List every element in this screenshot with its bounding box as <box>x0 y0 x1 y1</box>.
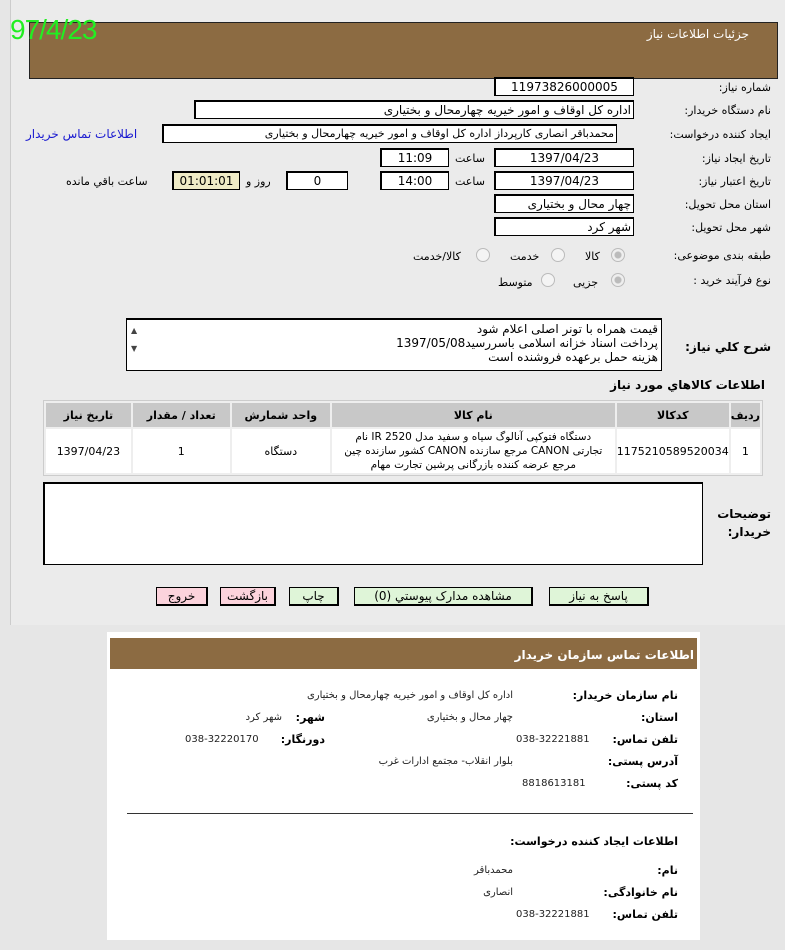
cell-index: 1 <box>731 429 760 473</box>
days-field[interactable]: 0 <box>286 171 348 190</box>
buyer-org-field[interactable]: اداره کل اوقاف و امور خیریه چهارمحال و بختیاری <box>194 100 634 119</box>
phone-label: تلفن تماس: <box>612 733 678 746</box>
process-radio-minor[interactable] <box>611 273 625 287</box>
validity-hour-label: ساعت <box>455 175 485 188</box>
phone-value: 038-32221881 <box>516 734 590 745</box>
category-option-both: کالا/خدمت <box>413 250 461 263</box>
province-value: چهار محال و بختیاری <box>426 712 513 723</box>
page-title: جزئیات اطلاعات نیاز <box>646 27 749 41</box>
validity-time-field[interactable]: 14:00 <box>380 171 449 190</box>
validity-date-field[interactable]: 1397/04/23 <box>494 171 634 190</box>
need-number-label: شماره نیاز: <box>718 81 771 94</box>
cell-qty: 1 <box>133 429 230 473</box>
category-label: طبقه بندی موضوعی: <box>673 249 771 262</box>
description-line: قیمت همراه با تونر اصلی اعلام شود <box>476 322 658 336</box>
cell-unit: دستگاه <box>232 429 330 473</box>
description-line: پرداخت اسناد خزانه اسلامی باسررسید1397/05/08 <box>396 336 658 350</box>
table-row <box>46 429 760 473</box>
validity-label: تاریخ اعتبار نیاز: <box>698 175 771 188</box>
province-label: استان محل تحویل: <box>684 198 771 211</box>
description-line: هزینه حمل برعهده فروشنده است <box>488 350 658 364</box>
address-label: آدرس پستی: <box>607 755 678 768</box>
creator-label: ایجاد کننده درخواست: <box>669 128 771 141</box>
need-number-field[interactable]: 11973826000005 <box>494 77 634 96</box>
view-attachments-button[interactable]: مشاهده مدارک پیوستي (0) <box>354 587 533 606</box>
category-radio-goods[interactable] <box>611 248 625 262</box>
date-stamp: 97/4/23 <box>10 14 97 45</box>
created-date-field[interactable]: 1397/04/23 <box>494 148 634 167</box>
creator-phone-value: 038-32221881 <box>516 909 590 920</box>
name-value: محمدباقر <box>474 865 513 876</box>
creator-field[interactable]: محمدباقر انصاری کارپرداز اداره کل اوقاف و امور خیریه چهارمحال و بختیاری <box>162 124 617 143</box>
goods-table <box>43 400 763 476</box>
family-value: انصاری <box>483 887 513 898</box>
cell-name: دستگاه فتوکپی آنالوگ سیاه و سفید مدل IR 2520 نام تجارتی CANON مرجع سازنده CANON کشور سازنده چین مرجع عرضه کننده بازرگانی پرشین تجارت مهام <box>332 429 615 473</box>
created-time-field[interactable]: 11:09 <box>380 148 449 167</box>
process-label: نوع فرآیند خرید : <box>693 274 771 287</box>
org-value: اداره کل اوقاف و امور خیریه چهارمحال و بختیاری <box>306 690 513 701</box>
buyer-notes-label: توضیحات خریدار: <box>717 507 771 539</box>
name-label: نام: <box>657 864 678 877</box>
category-radio-both[interactable] <box>476 248 490 262</box>
fax-value: 038-32220170 <box>185 734 259 745</box>
org-label: نام سازمان خریدار: <box>572 689 678 702</box>
province-field[interactable]: چهار محال و بختیاری <box>494 194 634 213</box>
col-code: کدکالا <box>617 403 729 427</box>
process-option-minor: جزیی <box>573 276 599 289</box>
postal-value: 8818613181 <box>522 778 586 789</box>
category-option-goods: کالا <box>585 250 600 263</box>
city-value: شهر کرد <box>245 712 282 723</box>
buyer-notes-textarea[interactable] <box>43 482 703 565</box>
postal-label: کد پستی: <box>626 777 678 790</box>
province-label: استان: <box>641 711 678 724</box>
description-textarea[interactable] <box>126 318 662 371</box>
created-hour-label: ساعت <box>455 152 485 165</box>
print-button[interactable]: چاپ <box>289 587 339 606</box>
col-index: رديف <box>731 403 760 427</box>
col-name: نام کالا <box>332 403 615 427</box>
category-radio-service[interactable] <box>551 248 565 262</box>
col-unit: واحد شمارش <box>232 403 330 427</box>
reply-button[interactable]: پاسخ به نیاز <box>549 587 649 606</box>
contact-title: اطلاعات تماس سازمان خریدار <box>514 648 694 662</box>
created-label: تاریخ ایجاد نیاز: <box>701 152 771 165</box>
creator-phone-label: تلفن تماس: <box>612 908 678 921</box>
divider <box>127 813 693 814</box>
description-label: شرح کلي نياز: <box>685 340 771 354</box>
exit-button[interactable]: خروج <box>156 587 208 606</box>
cell-date: 1397/04/23 <box>46 429 131 473</box>
buyer-contact-link[interactable]: اطلاعات تماس خریدار <box>26 127 138 141</box>
back-button[interactable]: بازگشت <box>220 587 276 606</box>
remaining-label: ساعت باقي مانده <box>66 175 148 188</box>
goods-heading: اطلاعات کالاهاي مورد نياز <box>610 378 765 392</box>
remaining-time-field: 01:01:01 <box>172 171 240 190</box>
process-option-medium: متوسط <box>498 276 533 289</box>
city-label: شهر محل تحویل: <box>691 221 771 234</box>
process-radio-medium[interactable] <box>541 273 555 287</box>
buyer-org-label: نام دستگاه خریدار: <box>684 104 771 117</box>
fax-label: دورنگار: <box>280 733 325 746</box>
days-label: روز و <box>246 175 271 188</box>
category-option-service: خدمت <box>510 250 540 263</box>
col-qty: تعداد / مقدار <box>133 403 230 427</box>
family-label: نام خانوادگی: <box>603 886 678 899</box>
city-field[interactable]: شهر کرد <box>494 217 634 236</box>
creator-heading: اطلاعات ایجاد کننده درخواست: <box>510 835 678 848</box>
scrollbar[interactable]: ▲ ▼ <box>131 326 138 353</box>
address-value: بلوار انقلاب- مجتمع ادارات غرب <box>378 756 513 767</box>
city-label: شهر: <box>295 711 325 724</box>
table-header-row <box>46 403 760 427</box>
col-date: تاريخ نياز <box>46 403 131 427</box>
cell-code: 1175210589520034 <box>617 429 729 473</box>
